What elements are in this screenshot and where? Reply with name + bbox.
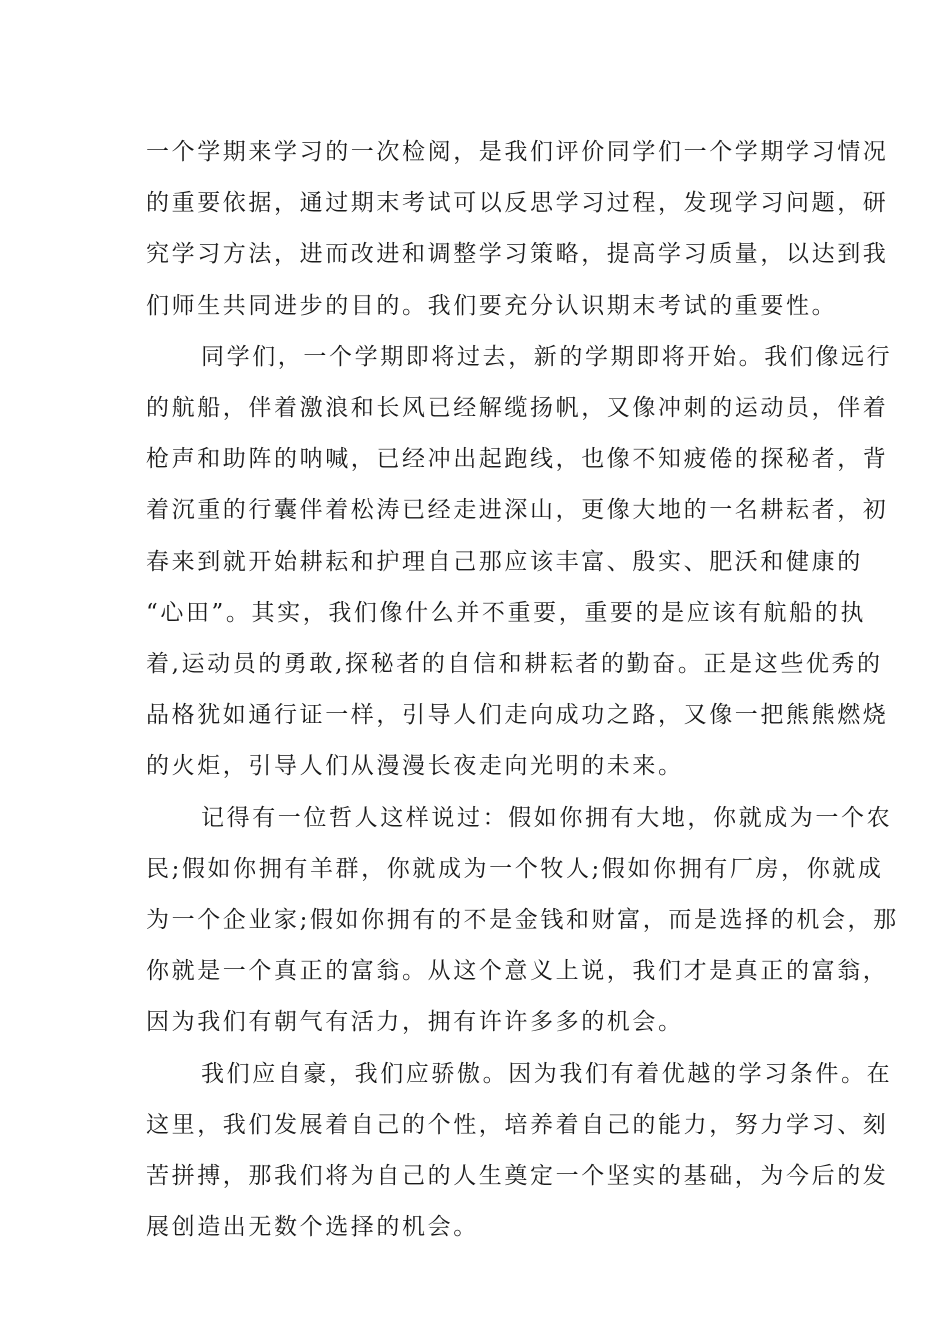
- text-line: 你就是一个真正的富翁。从这个意义上说，我们才是真正的富翁，: [146, 958, 889, 985]
- text-line: 因为我们有朝气有活力，拥有许许多多的机会。: [146, 1009, 684, 1036]
- text-line: 一个学期来学习的一次检阅，是我们评价同学们一个学期学习情况: [146, 139, 889, 165]
- text-line: “心田”。其实，我们像什么并不重要，重要的是应该有航船的执: [146, 599, 866, 626]
- text-line: 苦拼搏，那我们将为自己的人生奠定一个坚实的基础，为今后的发: [146, 1163, 889, 1190]
- text-line: 究学习方法，进而改进和调整学习策略，提高学习质量，以达到我: [146, 241, 889, 268]
- text-line: 民;假如你拥有羊群，你就成为一个牧人;假如你拥有厂房，你就成: [146, 855, 884, 882]
- text-line: 的火炬，引导人们从漫漫长夜走向光明的未来。: [146, 753, 684, 780]
- text-line: 的航船，伴着激浪和长风已经解缆扬帆，又像冲刺的运动员，伴着: [146, 395, 889, 422]
- text-line: 为一个企业家;假如你拥有的不是金钱和财富，而是选择的机会，那: [146, 907, 899, 934]
- document-body: [146, 127, 899, 1253]
- text-line: 这里，我们发展着自己的个性，培养着自己的能力，努力学习、刻: [146, 1111, 889, 1138]
- text-line: 同学们，一个学期即将过去，新的学期即将开始。我们像远行: [201, 343, 893, 370]
- text-line: 们师生共同进步的目的。我们要充分认识期末考试的重要性。: [146, 292, 838, 319]
- text-line: 的重要依据，通过期末考试可以反思学习过程，发现学习问题，研: [146, 190, 889, 217]
- paragraph-1: [146, 127, 889, 332]
- text-line: 我们应自豪，我们应骄傲。因为我们有着优越的学习条件。在: [201, 1060, 893, 1087]
- text-line: 春来到就开始耕耘和护理自己那应该丰富、殷实、肥沃和健康的: [146, 548, 863, 575]
- text-line: 记得有一位哲人这样说过：假如你拥有大地，你就成为一个农: [201, 804, 893, 831]
- text-line: 品格犹如通行证一样，引导人们走向成功之路，又像一把熊熊燃烧: [146, 702, 889, 729]
- text-line: 着沉重的行囊伴着松涛已经走进深山，更像大地的一名耕耘者，初: [146, 497, 889, 524]
- paragraph-2: [146, 332, 893, 793]
- paragraph-3: [146, 793, 899, 1049]
- text-line: 展创造出无数个选择的机会。: [146, 1214, 479, 1241]
- paragraph-4: [146, 1049, 893, 1254]
- text-line: 枪声和助阵的呐喊，已经冲出起跑线，也像不知疲倦的探秘者，背: [146, 446, 889, 473]
- text-line: 着,运动员的勇敢,探秘者的自信和耕耘者的勤奋。正是这些优秀的: [146, 651, 883, 678]
